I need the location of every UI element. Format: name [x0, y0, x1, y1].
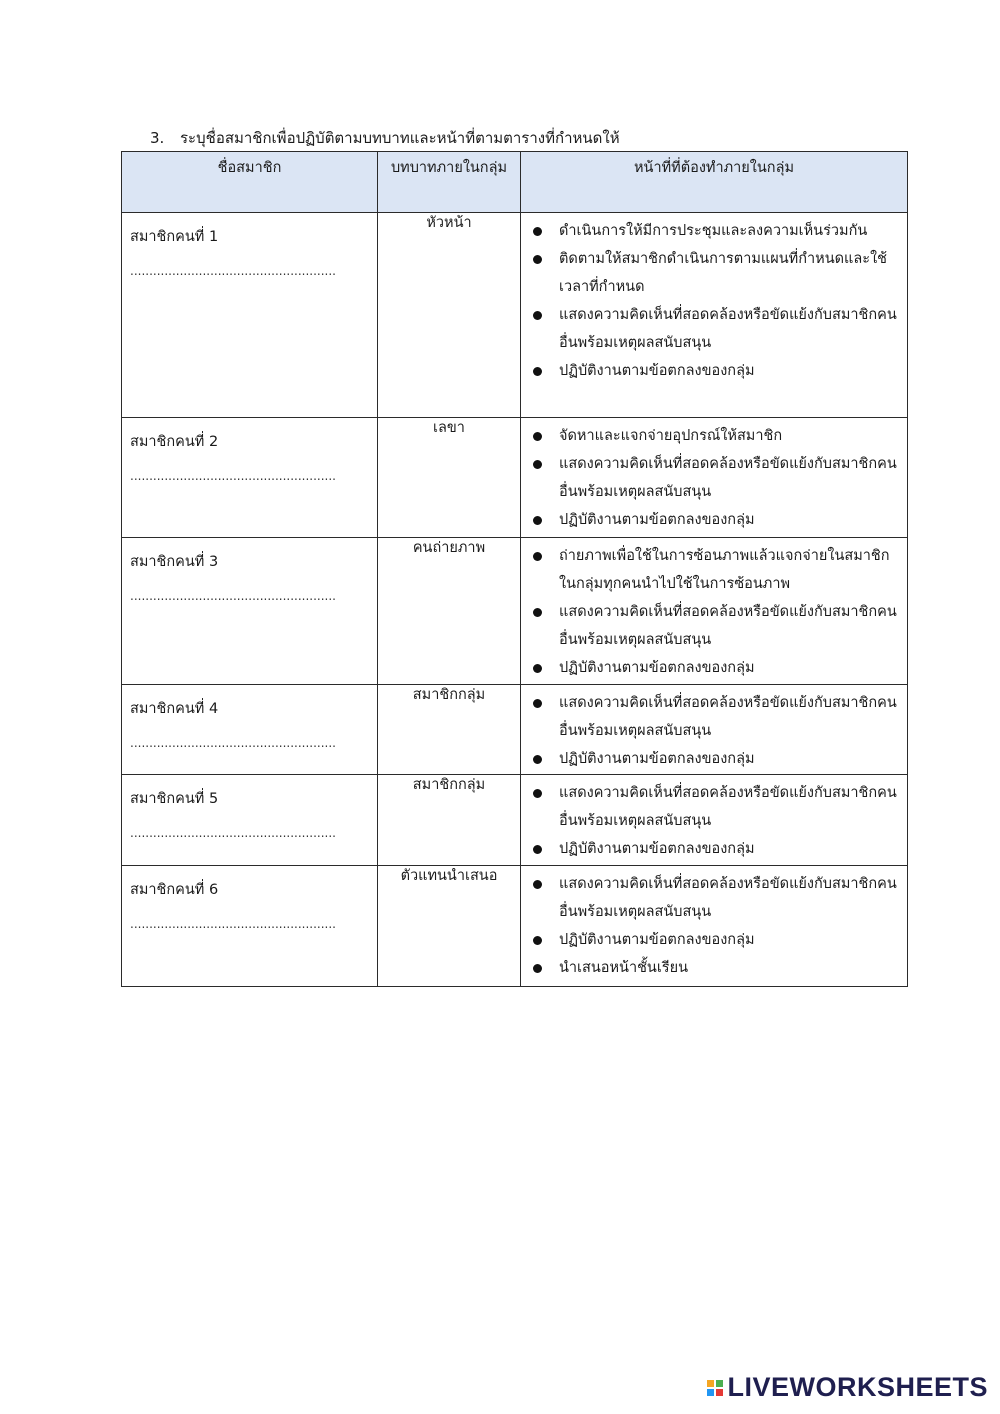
member-cell — [122, 213, 378, 418]
bullet-icon — [533, 432, 542, 441]
duty-text: ปฏิบัติงานตามข้อตกลงของกลุ่ม — [559, 512, 755, 528]
duties-list — [521, 418, 907, 534]
member-label: สมาชิกคนที่ 4 — [130, 701, 219, 717]
bullet-icon — [533, 699, 542, 708]
list-item — [531, 745, 899, 773]
bullet-icon — [533, 227, 542, 236]
duties-list — [521, 213, 907, 385]
duties-cell — [521, 685, 908, 775]
duty-text: แสดงความคิดเห็นที่สอดคล้องหรือขัดแย้งกับสมาชิกคนอื่นพร้อมเหตุผลสนับสนุน — [559, 785, 897, 829]
duties-cell — [521, 538, 908, 685]
member-cell — [122, 685, 378, 775]
duty-text: นำเสนอหน้าชั้นเรียน — [559, 960, 688, 976]
member-name-blank[interactable]: ...................................................... — [130, 264, 336, 278]
instruction-heading — [150, 126, 620, 150]
bullet-icon — [533, 845, 542, 854]
list-item — [531, 357, 899, 385]
member-label: สมาชิกคนที่ 3 — [130, 554, 219, 570]
logo-square-2 — [716, 1380, 723, 1387]
member-name-blank[interactable]: ...................................................... — [130, 469, 336, 483]
table-row — [122, 775, 908, 866]
logo-mark-icon — [707, 1380, 723, 1396]
duty-text: ปฏิบัติงานตามข้อตกลงของกลุ่ม — [559, 841, 755, 857]
duties-list — [521, 775, 907, 863]
member-label: สมาชิกคนที่ 5 — [130, 791, 219, 807]
member-label: สมาชิกคนที่ 6 — [130, 882, 219, 898]
member-name-blank[interactable]: ...................................................... — [130, 826, 336, 840]
duty-text: ปฏิบัติงานตามข้อตกลงของกลุ่ม — [559, 932, 755, 948]
logo-text: LIVEWORKSHEETS — [727, 1372, 988, 1402]
member-name-blank[interactable]: ...................................................... — [130, 589, 336, 603]
duties-cell — [521, 866, 908, 987]
bullet-icon — [533, 367, 542, 376]
duty-text: แสดงความคิดเห็นที่สอดคล้องหรือขัดแย้งกับสมาชิกคนอื่นพร้อมเหตุผลสนับสนุน — [559, 695, 897, 739]
bullet-icon — [533, 936, 542, 945]
member-label: สมาชิกคนที่ 2 — [130, 434, 219, 450]
duty-text: แสดงความคิดเห็นที่สอดคล้องหรือขัดแย้งกับสมาชิกคนอื่นพร้อมเหตุผลสนับสนุน — [559, 307, 897, 351]
list-item — [531, 506, 899, 534]
list-item — [531, 598, 899, 654]
list-item — [531, 779, 899, 835]
duties-list — [521, 866, 907, 982]
logo-square-4 — [716, 1389, 723, 1396]
duty-text: แสดงความคิดเห็นที่สอดคล้องหรือขัดแย้งกับสมาชิกคนอื่นพร้อมเหตุผลสนับสนุน — [559, 604, 897, 648]
member-cell — [122, 418, 378, 538]
duty-text: ปฏิบัติงานตามข้อตกลงของกลุ่ม — [559, 660, 755, 676]
role-cell: เลขา — [378, 418, 521, 538]
duty-text: ถ่ายภาพเพื่อใช้ในการซ้อนภาพแล้วแจกจ่ายในสมาชิกในกลุ่มทุกคนนำไปใช้ในการซ้อนภาพ — [559, 548, 890, 592]
list-item — [531, 217, 899, 245]
duty-text: แสดงความคิดเห็นที่สอดคล้องหรือขัดแย้งกับสมาชิกคนอื่นพร้อมเหตุผลสนับสนุน — [559, 456, 897, 500]
member-cell — [122, 866, 378, 987]
bullet-icon — [533, 880, 542, 889]
list-item — [531, 835, 899, 863]
role-cell: ตัวแทนนำเสนอ — [378, 866, 521, 987]
liveworksheets-logo — [707, 1372, 988, 1403]
list-item — [531, 245, 899, 301]
duty-text: ปฏิบัติงานตามข้อตกลงของกลุ่ม — [559, 751, 755, 767]
member-cell — [122, 538, 378, 685]
member-cell — [122, 775, 378, 866]
table-row — [122, 538, 908, 685]
list-item — [531, 301, 899, 357]
list-item — [531, 654, 899, 682]
duties-cell — [521, 213, 908, 418]
bullet-icon — [533, 460, 542, 469]
table-row — [122, 866, 908, 987]
duty-text: จัดหาและแจกจ่ายอุปกรณ์ให้สมาชิก — [559, 428, 783, 444]
roles-table — [121, 151, 908, 987]
bullet-icon — [533, 608, 542, 617]
bullet-icon — [533, 964, 542, 973]
role-cell: สมาชิกกลุ่ม — [378, 685, 521, 775]
list-item — [531, 422, 899, 450]
duty-text: แสดงความคิดเห็นที่สอดคล้องหรือขัดแย้งกับสมาชิกคนอื่นพร้อมเหตุผลสนับสนุน — [559, 876, 897, 920]
logo-square-3 — [707, 1389, 714, 1396]
bullet-icon — [533, 664, 542, 673]
bullet-icon — [533, 755, 542, 764]
duties-list — [521, 685, 907, 773]
duties-cell — [521, 418, 908, 538]
table-row — [122, 685, 908, 775]
bullet-icon — [533, 552, 542, 561]
member-name-blank[interactable]: ...................................................... — [130, 917, 336, 931]
instruction-number: 3. — [150, 129, 165, 147]
member-label: สมาชิกคนที่ 1 — [130, 229, 219, 245]
duty-text: ติดตามให้สมาชิกดำเนินการตามแผนที่กำหนดและใช้เวลาที่กำหนด — [559, 251, 887, 295]
header-duties: หน้าที่ที่ต้องทำภายในกลุ่ม — [521, 152, 908, 213]
bullet-icon — [533, 255, 542, 264]
role-cell: หัวหน้า — [378, 213, 521, 418]
duty-text: ปฏิบัติงานตามข้อตกลงของกลุ่ม — [559, 363, 755, 379]
bullet-icon — [533, 311, 542, 320]
list-item — [531, 689, 899, 745]
list-item — [531, 954, 899, 982]
header-member-name: ชื่อสมาชิก — [122, 152, 378, 213]
list-item — [531, 926, 899, 954]
role-cell: คนถ่ายภาพ — [378, 538, 521, 685]
duty-text: ดำเนินการให้มีการประชุมและลงความเห็นร่วมกัน — [559, 223, 868, 239]
bullet-icon — [533, 789, 542, 798]
duties-cell — [521, 775, 908, 866]
table-header-row — [122, 152, 908, 213]
instruction-text: ระบุชื่อสมาชิกเพื่อปฏิบัติตามบทบาทและหน้าที่ตามตารางที่กำหนดให้ — [180, 129, 620, 147]
list-item — [531, 542, 899, 598]
header-role: บทบาทภายในกลุ่ม — [378, 152, 521, 213]
member-name-blank[interactable]: ...................................................... — [130, 736, 336, 750]
list-item — [531, 870, 899, 926]
table-row — [122, 418, 908, 538]
table-row — [122, 213, 908, 418]
role-cell: สมาชิกกลุ่ม — [378, 775, 521, 866]
logo-square-1 — [707, 1380, 714, 1387]
list-item — [531, 450, 899, 506]
bullet-icon — [533, 516, 542, 525]
duties-list — [521, 538, 907, 682]
